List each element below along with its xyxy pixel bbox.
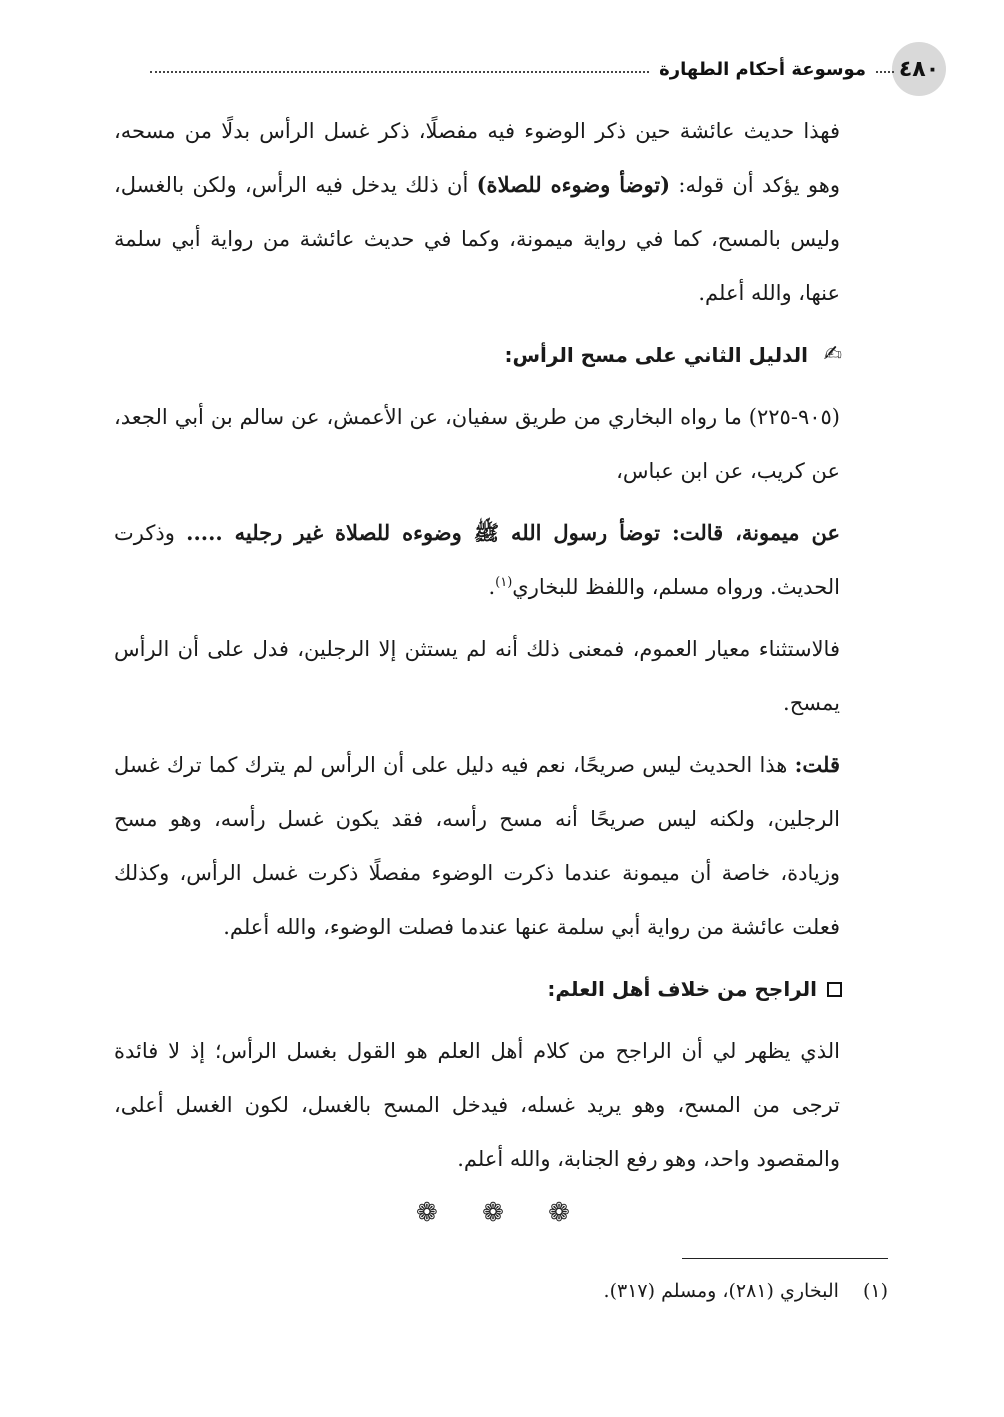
paragraph-1	[114, 104, 888, 320]
paragraph-3	[114, 506, 888, 614]
heading-preponderant-view	[114, 962, 888, 1016]
heading-second-evidence	[114, 328, 888, 382]
paragraph-2	[114, 390, 888, 498]
footnote	[114, 1276, 888, 1306]
heading-second-evidence-text: الدليل الثاني على مسح الرأس:	[504, 343, 808, 367]
header-dots-left	[150, 71, 649, 73]
paragraph-5	[114, 738, 888, 954]
paragraph-5-text: هذا الحديث ليس صريحًا، نعم فيه دليل على أن الرأس لم يترك كما ترك غسل الرجلين، ولكنه ليس صريحًا أنه مسح رأسه، فقد يكون غسل رأسه، وهو مسح وزيادة، خاصة أن ميمونة عندما ذكرت الوضوء مفصلًا ذكرت غسل الرأس، وكذلك فعلت عائشة من رواية أبي سلمة عنها عندما فصلت الوضوء، والله أعلم.	[114, 753, 840, 939]
paragraph-4-text: فالاستثناء معيار العموم، فمعنى ذلك أنه لم يستثن إلا الرجلين، فدل على أن الرأس يمسح.	[114, 637, 840, 715]
book-title: موسوعة أحكام الطهارة	[659, 58, 866, 80]
page-body	[114, 104, 888, 1194]
paragraph-3-end: .	[488, 575, 496, 599]
paragraph-4	[114, 622, 888, 730]
header-title-row	[150, 54, 894, 84]
paragraph-2-text: (٩٠٥-٢٢٥) ما رواه البخاري من طريق سفيان، عن الأعمش، عن سالم بن أبي الجعد، عن كريب، عن ابن عباس،	[114, 405, 840, 483]
paragraph-6	[114, 1024, 888, 1186]
quill-icon: ✍	[823, 342, 842, 367]
paragraph-3-text: وذكرت الحديث. ورواه مسلم، واللفظ للبخاري	[114, 521, 840, 599]
paragraph-1-quote: (توضأ وضوءه للصلاة)	[476, 172, 671, 197]
page-number: ٤٨٠	[898, 56, 940, 82]
square-bullet-icon	[827, 982, 842, 997]
page-header	[150, 42, 940, 102]
hadith-text: عن ميمونة، قالت: توضأ رسول الله ﷺ وضوءه للصلاة غير رجليه .....	[186, 520, 840, 545]
page-number-badge	[892, 42, 946, 96]
section-separator: ❁ ❁ ❁	[416, 1198, 588, 1228]
footnote-text: البخاري (٢٨١)، ومسلم (٣١٧).	[603, 1280, 839, 1302]
header-dots-right	[876, 71, 894, 73]
footnote-divider	[682, 1258, 888, 1259]
paragraph-6-text: الذي يظهر لي أن الراجح من كلام أهل العلم هو القول بغسل الرأس؛ إذ لا فائدة ترجى من المسح، وهو يريد غسله، فيدخل المسح بالغسل، لكون الغسل أعلى، والمقصود واحد، وهو رفع الجنابة، والله أعلم.	[114, 1039, 840, 1171]
footnote-number: (١)	[862, 1280, 888, 1302]
paragraph-1-rest: أن ذلك يدخل فيه الرأس، ولكن بالغسل، وليس بالمسح، كما في رواية ميمونة، وكما في حديث عائشة من رواية أبي سلمة عنها، والله أعلم.	[114, 173, 840, 305]
footnote-reference: (١)	[495, 575, 513, 590]
paragraph-1-text: فهذا حديث عائشة حين ذكر الوضوء فيه مفصلًا، ذكر غسل الرأس بدلًا من مسحه، وهو يؤكد أن قوله:	[114, 119, 840, 197]
heading-preponderant-view-text: الراجح من خلاف أهل العلم:	[547, 977, 817, 1001]
paragraph-5-label: قلت:	[794, 752, 840, 777]
